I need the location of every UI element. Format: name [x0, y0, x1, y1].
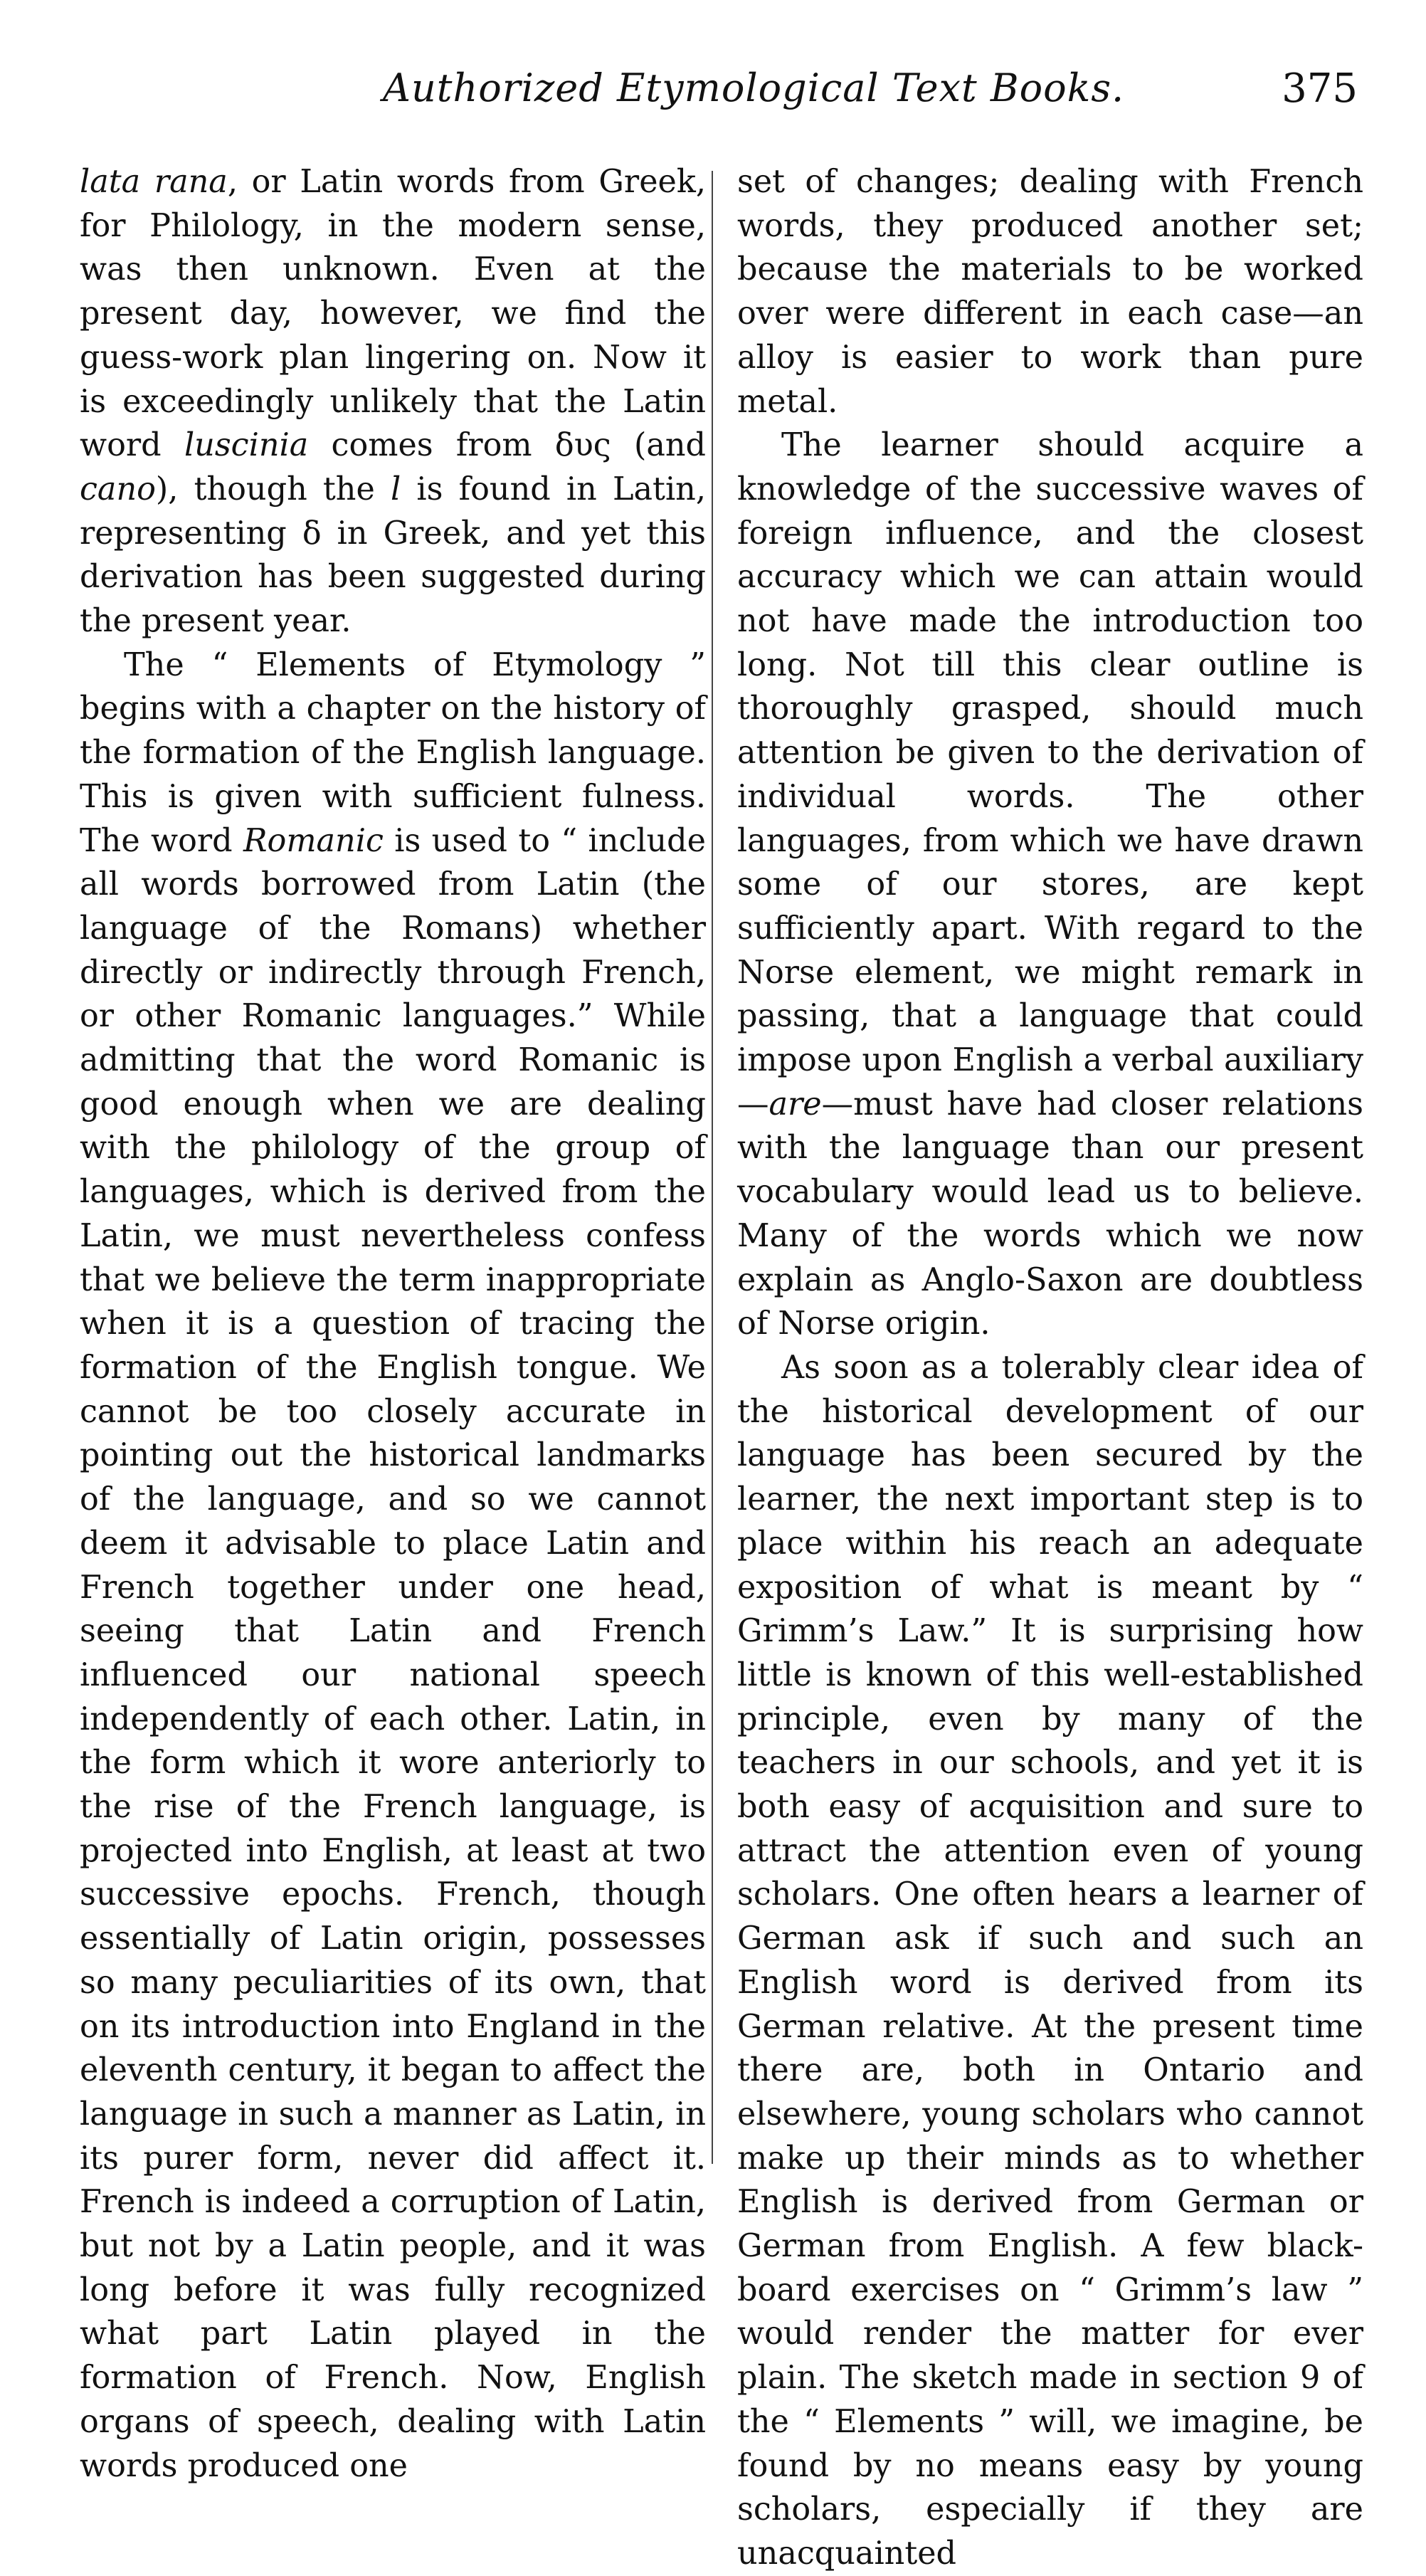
italic-text: Romanic	[243, 822, 384, 859]
right-paragraph-3: As soon as a tolerably clear idea of the historical development of our language has been secured by the learner, the next important step is to place within his reach an adequate exposition of what is meant by “ Grimm’s Law.” It is surprising how little is known of this well-established principle, even by many of the teachers in our schools, and yet it is both easy of acquisition and sure to attract the attention even of young scholars. One often hears a learner of German ask if such and such an English word is derived from its German relative. At the present time there are, both in Ontario and elsewhere, young scholars who cannot make up their minds as to whether English is derived from German or German from English. A few black-board exercises on “ Grimm’s law ” would render the matter for ever plain. The sketch made in section 9 of the “ Elements ” will, we imagine, be found by no means easy by young scholars, especially if they are unacquainted	[737, 1349, 1363, 2572]
paragraph-text: comes from δυς (and	[308, 427, 706, 464]
page-number: 375	[1282, 65, 1358, 112]
paragraph-text: The learner should acquire a knowledge of the successive waves of foreign influence, and the closest accuracy which we can attain would not have made the introduction too long. Not till this clear outline is thoroughly grasped, should much attention be given to the derivation of individual words. The other languages, from which we have drawn some of our stores, are kept sufficiently apart. With regard to the Norse element, we might remark in passing, that a language that could impose upon English a verbal auxiliary—	[737, 427, 1363, 1123]
paragraph-text: —must have had closer relations with the language than our present vocabulary would lead us to believe. Many of the words which we now explain as Anglo-Saxon are doubtless of Norse origin.	[737, 1085, 1363, 1342]
right-paragraph-2	[737, 424, 1363, 1346]
paragraph-text: , or Latin words from Greek, for Philology, in the modern sense, was then unknown. Even at the present day, however, we find the guess-work plan lingering on. Now it is exceedingly unlikely that the Latin word	[80, 164, 706, 464]
paragraph-text: is used to “ include all words borrowed from Latin (the language of the Romans) whether directly or indirectly through French, or other Romanic languages.” While admitting that the word Romanic is good enough when we are dealing with the philology of the group of languages, which is derived from the Latin, we must nevertheless confess that we believe the term inappropriate when it is a question of tracing the formation of the English tongue. We cannot be too closely accurate in pointing out the historical landmarks of the language, and so we cannot deem it advisable to place Latin and French together under one head, seeing that Latin and French influenced our national speech independently of each other. Latin, in the form which it wore anteriorly to the rise of the French language, is projected into English, at least at two successive epochs. French, though essentially of Latin origin, possesses so many peculiarities of its own, that on its introduction into England in the eleventh century, it began to affect the language in such a manner as Latin, in its purer form, never did affect it. French is indeed a corruption of Latin, but not by a Latin people, and it was long before it was fully recognized what part Latin played in the formation of French. Now, English organs of speech, dealing with Latin words produced one	[80, 822, 706, 2484]
running-title: Authorized Etymological Text Books.	[383, 65, 1125, 110]
page-header	[84, 65, 1358, 122]
right-column	[737, 160, 1363, 2576]
right-paragraph-1: set of changes; dealing with French words, they produced another set; because the materials to be worked over were different in each case—an alloy is easier to work than pure metal.	[737, 164, 1363, 420]
italic-text: l	[390, 470, 401, 508]
italic-text: cano	[80, 470, 156, 508]
paragraph-text: The “ Elements of Etymology ” begins with a chapter on the history of the formation of the English language. This is given with sufficient fulness. The word	[80, 646, 706, 859]
left-column	[80, 160, 706, 2488]
italic-text: are	[769, 1085, 822, 1123]
left-paragraph-2	[80, 643, 706, 2488]
italic-text: lata rana	[80, 164, 228, 200]
left-paragraph-1	[80, 160, 706, 643]
column-divider	[712, 171, 713, 2164]
italic-text: luscinia	[184, 427, 309, 464]
paragraph-text: is found in Latin, representing δ in Greek, and yet this derivation has been suggested during the present year.	[80, 470, 706, 640]
paragraph-text: ), though the	[155, 470, 391, 508]
